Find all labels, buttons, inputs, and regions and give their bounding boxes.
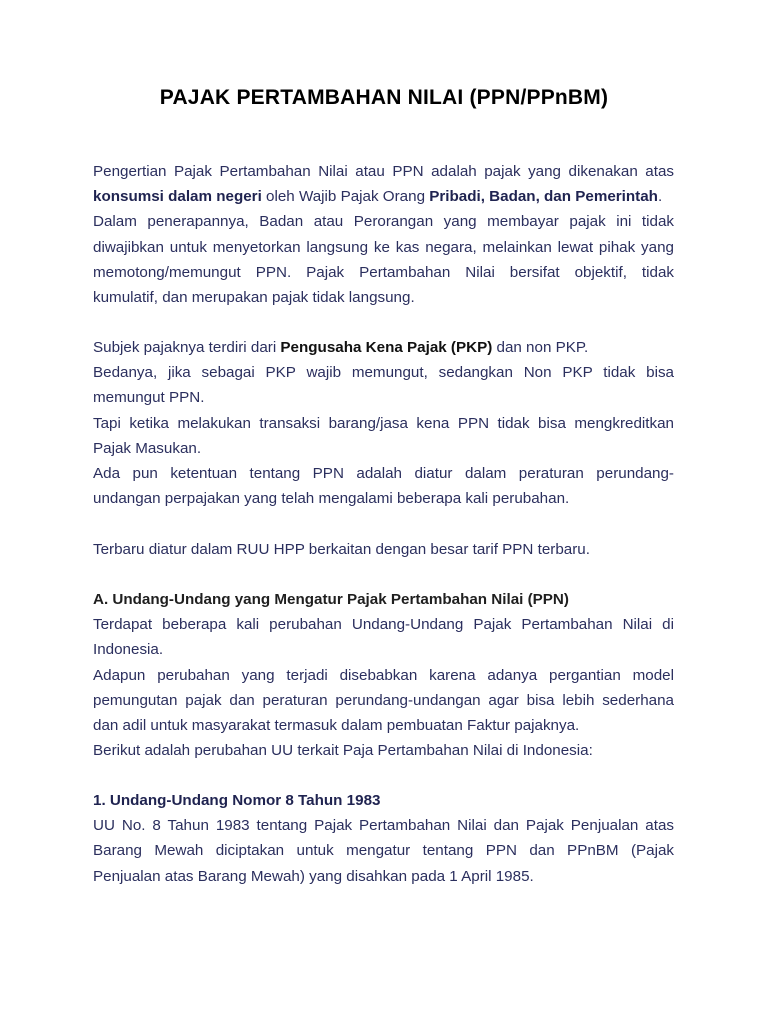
text-line: memotong/memungut PPN. Pajak Pertambahan Nilai bersifat objektif, tidak <box>93 263 674 281</box>
text-line: Dalam penerapannya, Badan atau Perorangan yang membayar pajak ini tidak <box>93 213 674 231</box>
text-fragment: dan non PKP. <box>492 339 589 356</box>
text-line: Pajak Masukan. <box>93 439 202 457</box>
paragraph-latest <box>93 537 674 562</box>
paragraph-definition <box>93 159 674 310</box>
text-fragment: . <box>657 188 663 206</box>
text-line: dan adil untuk masyarakat termasuk dalam pembuatan Faktur pajaknya. <box>93 717 580 735</box>
text-line: Terbaru diatur dalam RUU HPP berkaitan dengan besar tarif PPN terbaru. <box>93 541 590 558</box>
section-heading: 1. Undang-Undang Nomor 8 Tahun 1983 <box>93 792 381 809</box>
text-line: Ada pun ketentuan tentang PPN adalah diatur dalam peraturan perundang- <box>93 465 674 483</box>
text-line: Barang Mewah diciptakan untuk mengatur tentang PPN dan PPnBM (Pajak <box>93 842 674 860</box>
section-1 <box>93 788 674 889</box>
text-fragment: oleh Wajib Pajak Orang <box>261 188 430 206</box>
bold-term: konsumsi dalam negeri <box>93 188 262 206</box>
text-line: Terdapat beberapa kali perubahan Undang-Undang Pajak Pertambahan Nilai di <box>93 616 674 634</box>
section-heading: A. Undang-Undang yang Mengatur Pajak Pertambahan Nilai (PPN) <box>93 591 569 608</box>
text-line: undangan perpajakan yang telah mengalami beberapa kali perubahan. <box>93 490 570 508</box>
text-line: kumulatif, dan merupakan pajak tidak langsung. <box>93 289 415 307</box>
text-line <box>93 184 674 209</box>
text-line: memungut PPN. <box>93 389 205 407</box>
text-line: Berikut adalah perubahan UU terkait Paja Pertambahan Nilai di Indonesia: <box>93 742 593 760</box>
section-a <box>93 587 674 763</box>
text-line: Tapi ketika melakukan transaksi barang/jasa kena PPN tidak bisa mengkreditkan <box>93 414 674 432</box>
document-title: PAJAK PERTAMBAHAN NILAI (PPN/PPnBM) <box>159 86 609 109</box>
text-line <box>93 335 674 360</box>
text-line: Pengertian Pajak Pertambahan Nilai atau PPN adalah pajak yang dikenakan atas <box>93 163 674 180</box>
text-line: pemungutan pajak dan peraturan perundang-undangan agar bisa lebih sederhana <box>93 691 674 709</box>
text-line: diwajibkan untuk menyetorkan langsung ke kas negara, melainkan lewat pihak yang <box>93 238 674 256</box>
text-line: Indonesia. <box>93 641 164 659</box>
bold-term: Pengusaha Kena Pajak (PKP) <box>280 339 493 356</box>
bold-term: Pribadi, Badan, dan Pemerintah <box>429 188 658 206</box>
text-line: Penjualan atas Barang Mewah) yang disahkan pada 1 April 1985. <box>93 867 534 885</box>
text-line: UU No. 8 Tahun 1983 tentang Pajak Pertambahan Nilai dan Pajak Penjualan atas <box>93 817 674 835</box>
text-line: Adapun perubahan yang terjadi disebabkan karena adanya pergantian model <box>93 666 674 684</box>
paragraph-subject <box>93 335 674 511</box>
text-fragment: Subjek pajaknya terdiri dari <box>93 339 281 356</box>
text-line: Bedanya, jika sebagai PKP wajib memungut, sedangkan Non PKP tidak bisa <box>93 364 674 382</box>
